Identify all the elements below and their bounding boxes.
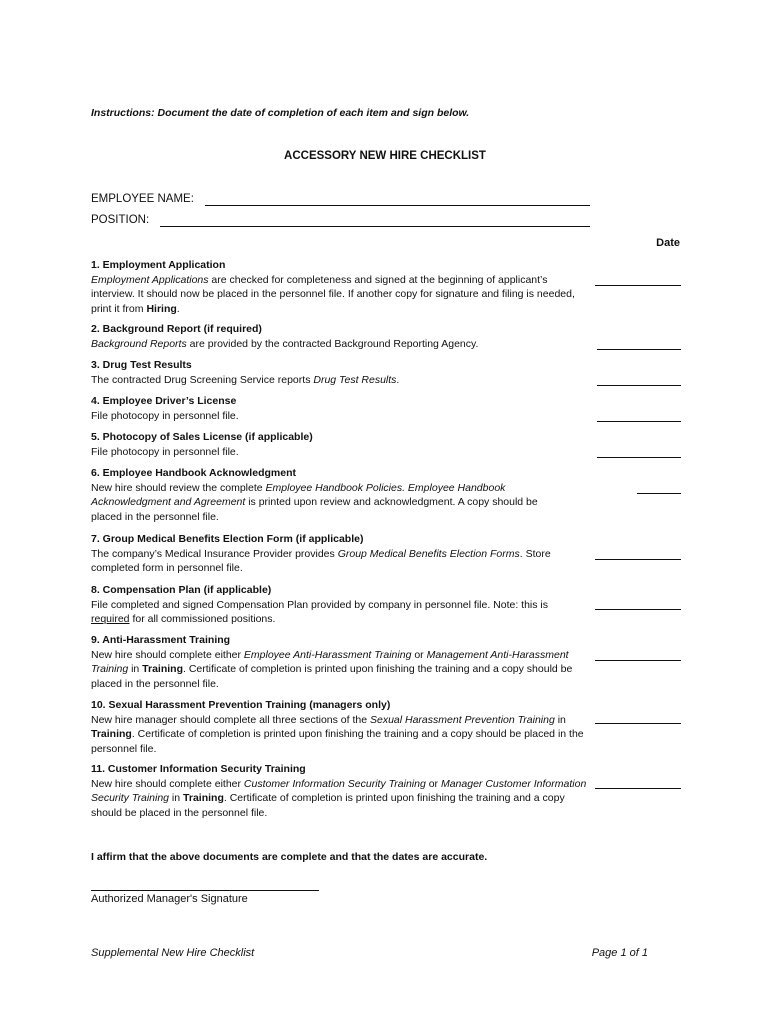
checklist-item	[91, 358, 588, 387]
employee-name-label: EMPLOYEE NAME:	[91, 193, 194, 205]
item-text-segment: . Store completed form in personnel file.	[91, 547, 551, 574]
position-field[interactable]	[160, 226, 590, 227]
checklist-item	[91, 394, 588, 423]
date-column-header: Date	[656, 237, 680, 249]
item-text-segment: . Certificate of completion is printed upon finishing the training and a copy should be placed in the personnel file.	[91, 728, 584, 755]
item-text-segment: in	[128, 663, 143, 675]
item-heading: 10. Sexual Harassment Prevention Training (managers only)	[91, 699, 391, 711]
item-heading: 3. Drug Test Results	[91, 359, 192, 371]
item-text-segment: Employee Anti-Harassment Training	[243, 648, 412, 661]
item-heading: 1. Employment Application	[91, 259, 226, 271]
checklist-item	[91, 532, 588, 576]
signature-line[interactable]	[91, 890, 319, 891]
item-description	[91, 777, 588, 821]
checklist-item	[91, 258, 588, 316]
item-text-segment: .	[396, 373, 400, 386]
item-text-segment: in	[169, 792, 184, 804]
item-description	[91, 648, 588, 692]
item-description	[91, 481, 561, 525]
item-heading: 8. Compensation Plan (if applicable)	[91, 584, 272, 596]
employee-name-field[interactable]	[205, 205, 590, 206]
item-text-segment: Drug Test Results	[313, 373, 397, 386]
item-text-segment: Customer Information Security Training	[243, 777, 426, 790]
item-heading: 9. Anti-Harassment Training	[91, 634, 231, 646]
item-text-segment: Employee Handbook Policies. Employee Handbook Acknowledgment and Agreement	[91, 481, 506, 508]
item-heading: 7. Group Medical Benefits Election Form (if applicable)	[91, 533, 364, 545]
item-text-segment: .	[176, 302, 180, 315]
item-text-segment: required	[91, 613, 130, 625]
item-text-segment: are checked for completeness and signed at the beginning of applicant’s interview. It should now be placed in the personnel file. If another copy for signature and filing is needed, print it from	[91, 273, 575, 315]
item-heading: 2. Background Report (if required)	[91, 323, 262, 335]
item-text-segment: New hire manager should complete all three sections of the	[91, 713, 370, 726]
item-text-segment: New hire should review the complete	[91, 481, 266, 494]
item-heading: 11. Customer Information Security Training	[91, 763, 306, 775]
item-text-segment: in	[554, 713, 566, 726]
affirmation-statement: I affirm that the above documents are complete and that the dates are accurate.	[91, 851, 488, 863]
item-description	[91, 547, 588, 576]
item-text-segment: New hire should complete either	[91, 648, 244, 661]
item-text-segment: Management Anti-Harassment Training	[91, 648, 569, 675]
item-heading: 6. Employee Handbook Acknowledgment	[91, 467, 296, 479]
item-description	[91, 337, 588, 352]
checklist-item	[91, 430, 588, 459]
date-line-11[interactable]	[595, 788, 681, 789]
item-description	[91, 273, 588, 317]
instructions-text: Instructions: Document the date of completion of each item and sign below.	[91, 107, 470, 119]
date-line-6[interactable]	[637, 493, 681, 494]
item-text-segment: is printed upon review and acknowledgment. A copy should be placed in the personnel file.	[91, 496, 538, 523]
checklist-item	[91, 583, 588, 627]
checklist-item	[91, 633, 588, 691]
footer-title: Supplemental New Hire Checklist	[91, 947, 255, 959]
item-description	[91, 445, 588, 460]
item-text-segment: or	[411, 648, 427, 661]
item-heading: 5. Photocopy of Sales License (if applicable)	[91, 431, 313, 443]
item-text-segment: The contracted Drug Screening Service reports	[91, 373, 314, 386]
item-text-segment: are provided by the contracted Background Reporting Agency.	[186, 337, 479, 350]
item-text-segment: for all commissioned positions.	[129, 613, 276, 625]
item-text-segment: File photocopy in personnel file.	[91, 445, 239, 458]
item-text-segment: Manager Customer Information Security Training	[91, 777, 587, 804]
item-text-segment: Training	[91, 728, 132, 740]
item-text-segment: Group Medical Benefits Election Forms	[337, 547, 520, 560]
item-text-segment: Training	[142, 663, 184, 675]
item-text-segment: Background Reports	[91, 337, 187, 350]
date-line-4[interactable]	[597, 421, 681, 422]
item-text-segment: . Certificate of completion is printed upon finishing the training and a copy should be placed in the personnel file.	[91, 663, 573, 690]
date-line-8[interactable]	[595, 609, 681, 610]
item-text-segment: File completed and signed Compensation Plan provided by company in personnel file. Note: this is	[91, 598, 549, 611]
checklist-item	[91, 698, 588, 756]
date-line-7[interactable]	[595, 559, 681, 560]
position-label: POSITION:	[91, 214, 150, 226]
checklist-item	[91, 322, 588, 351]
item-text-segment: New hire should complete either	[91, 777, 244, 790]
item-description	[91, 598, 588, 627]
page-number: Page 1 of 1	[591, 947, 648, 959]
item-text-segment: Employment Applications	[91, 273, 209, 286]
item-text-segment: The company’s Medical Insurance Provider provides	[91, 547, 338, 560]
item-text-segment: File photocopy in personnel file.	[91, 409, 239, 422]
page-title: ACCESSORY NEW HIRE CHECKLIST	[284, 150, 486, 162]
item-text-segment: Training	[183, 792, 224, 804]
item-description	[91, 713, 588, 757]
date-line-3[interactable]	[597, 385, 681, 386]
date-line-2[interactable]	[597, 349, 681, 350]
date-line-9[interactable]	[595, 660, 681, 661]
item-heading: 4. Employee Driver’s License	[91, 395, 237, 407]
item-text-segment: . Certificate of completion is printed upon finishing the training and a copy should be placed in the personnel file.	[91, 792, 565, 819]
item-description	[91, 409, 588, 424]
date-line-5[interactable]	[597, 457, 681, 458]
item-description	[91, 373, 588, 388]
checklist-item	[91, 762, 588, 820]
checklist-item	[91, 466, 561, 524]
signature-label: Authorized Manager's Signature	[91, 893, 248, 905]
item-text-segment: Sexual Harassment Prevention Training	[369, 713, 555, 726]
item-text-segment: Hiring	[146, 302, 177, 315]
item-text-segment: or	[425, 777, 441, 790]
date-line-10[interactable]	[595, 723, 681, 724]
date-line-1[interactable]	[595, 285, 681, 286]
